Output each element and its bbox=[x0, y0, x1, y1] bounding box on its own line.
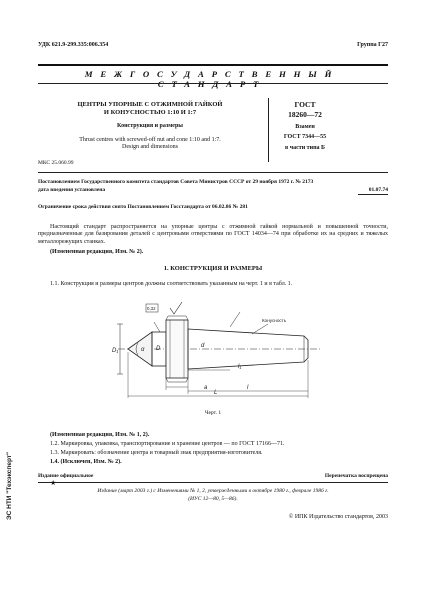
angle-label: α bbox=[141, 347, 145, 353]
decree-date: 01.07.74 bbox=[368, 187, 388, 193]
group-code: Группа Г27 bbox=[357, 42, 388, 48]
edition-line2: (ИУС 12—80, 5—86). bbox=[188, 496, 238, 502]
title-rule-top bbox=[38, 83, 388, 84]
title-en-line1: Thrust centres with screwed-off nut and cone 1:10 and 1:7. bbox=[79, 137, 221, 143]
l1-label: l₁ bbox=[238, 364, 242, 370]
intro-paragraph: Настоящий стандарт распространяется на упорные центры с отжимной гайкой нормальной и повышенной точности, предназначенные для базирования деталей с центровыми отверстиями по ГОСТ 14034—74 при обработке их на средних и тяжелых металлорежущих станках. bbox=[38, 224, 388, 245]
decree-line2: дата введения установлена bbox=[38, 187, 106, 193]
clause-1-3: 1.3. Маркировать: обозначение центра и товарный знак предприятия-изготовителя. bbox=[50, 450, 263, 456]
title-en-line2: Design and dimensions bbox=[122, 144, 178, 150]
title-divider bbox=[268, 98, 269, 162]
l-label: l bbox=[247, 385, 249, 391]
top-rule bbox=[38, 64, 388, 66]
clause-1-1: 1.1. Конструкция и размеры центров должны соответствовать указанным на черт. 1 и в табл. 1. bbox=[50, 281, 293, 287]
official-edition: Издание официальное bbox=[38, 473, 94, 479]
D1-label: D₁ bbox=[112, 348, 119, 354]
mks-code: МКС 25.060.99 bbox=[38, 160, 74, 166]
screwed-off-nut bbox=[166, 320, 188, 378]
decree-date-underline bbox=[358, 194, 388, 195]
drawing-caption: Черт. 1 bbox=[204, 410, 222, 416]
a-label: a bbox=[204, 385, 208, 391]
revision-note-1: (Измененная редакция, Изм. № 2). bbox=[50, 249, 144, 255]
revision-note-2: (Измененная редакция, Изм. № 1, 2). bbox=[50, 432, 150, 438]
finish-label: 0,32 bbox=[147, 306, 156, 311]
title-rule-bottom bbox=[38, 172, 388, 173]
star-mark: ★ bbox=[50, 479, 57, 487]
section-heading: 1. КОНСТРУКЦИЯ И РАЗМЕРЫ bbox=[163, 265, 263, 272]
gost-label: ГОСТ bbox=[294, 100, 316, 109]
reprint-forbidden: Перепечатка воспрещена bbox=[324, 473, 388, 479]
cone-label: Конусность bbox=[262, 318, 287, 323]
clause-1-2: 1.2. Маркировка, упаковка, транспортирование и хранение центров — по ГОСТ 17166—71. bbox=[50, 441, 285, 447]
edition-line1: Издание (март 2003 г.) с Изменениями № 1, 2, утвержденными в октябре 1980 г., феврале 1986 г. bbox=[97, 488, 329, 494]
udk-code: УДК 621.9-299.335:006.354 bbox=[38, 42, 109, 48]
title-ru-line1: ЦЕНТРЫ УПОРНЫЕ С ОТЖИМНОЙ ГАЙКОЙ bbox=[77, 101, 223, 108]
side-stamp: ЭС НТИ "Техэксперт" bbox=[6, 451, 13, 520]
gost-scope: в части типа Б bbox=[284, 145, 326, 151]
limit-text: Ограничение срока действия снято Постановлением Госстандарта от 06.02.86 № 281 bbox=[38, 204, 248, 210]
gost-old: ГОСТ 7344—55 bbox=[283, 134, 327, 140]
gost-number: 18260—72 bbox=[288, 110, 322, 119]
standard-type: МЕЖГОСУДАРСТВЕННЫЙ СТАНДАРТ bbox=[84, 69, 340, 89]
title-ru-sub: Конструкция и размеры bbox=[117, 123, 183, 129]
center-tip bbox=[128, 332, 152, 366]
footer-rule bbox=[38, 482, 388, 483]
d-label: d bbox=[201, 343, 205, 349]
D-label: D bbox=[156, 346, 161, 352]
decree-line1: Постановлением Государственного комитета стандартов Совета Министров СССР от 29 ноября 1972 г. № 2173 bbox=[38, 179, 314, 185]
L-label: L bbox=[214, 390, 218, 396]
title-ru-line2: И КОНУСНОСТЬЮ 1:10 И 1:7 bbox=[103, 109, 197, 116]
gost-replaces: Взамен bbox=[295, 124, 315, 130]
technical-drawing bbox=[90, 294, 336, 404]
clause-1-4: 1.4. (Исключен, Изм. № 2). bbox=[50, 459, 122, 465]
copyright: © ИПК Издательство стандартов, 2003 bbox=[288, 514, 388, 520]
